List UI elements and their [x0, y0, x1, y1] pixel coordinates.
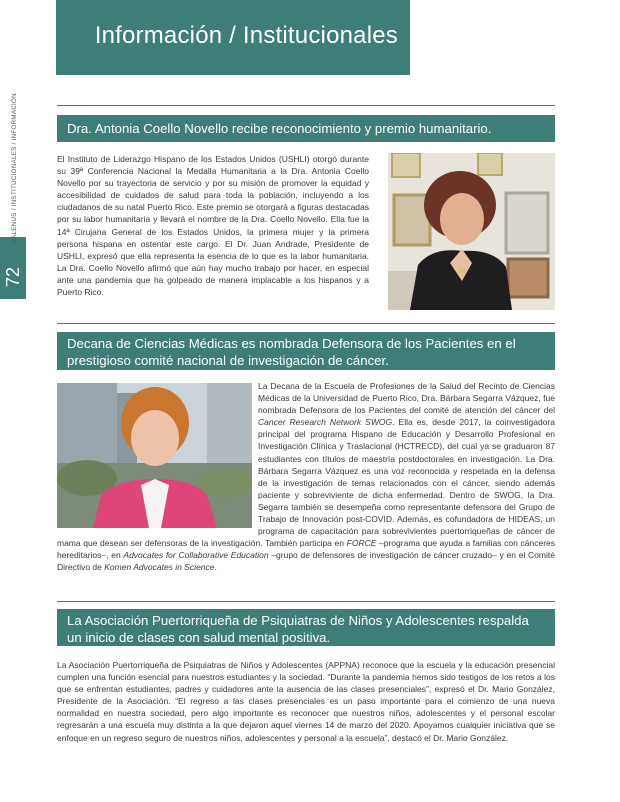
page-title: Información / Institucionales — [94, 22, 398, 49]
article-2-text-2: . Ella es, desde 2017, la coinvestigadora principal del programa Hispano de Educación y Desarrollo Profesional en Investigación Clínica y Traslacional (HCTRECD), del cual ya se graduaron 87 estudiantes con títulos de maestría postdoctorales en investigación. La Dra. Bárbara Segarra Vázquez es una voz reconocida y respetada en la defensa de la investigación de temas relacionados con el cáncer, siendo además paciente y sobreviviente de dicha enfermedad. Dentro de SWOG, la Dra. Segarra también se desempeña como representante defensora del Grupo de Trabajo de Innovación post-COVID. — [258, 417, 555, 525]
article-2-italic-4: Komen Advocates in Science — [104, 562, 215, 573]
article-3-heading: La Asociación Puertorriqueña de Psiquiatras de Niños y Adolescentes respalda un inicio de clases con salud mental positiva. — [57, 609, 555, 646]
section-divider — [57, 601, 555, 602]
article-2-text-4: –programa que ayuda a familias con cánceres hereditarios–, en — [57, 538, 555, 561]
article-2-heading: Decana de Ciencias Médicas es nombrada Defensora de los Pacientes en el prestigioso comité nacional de investigación de cáncer. — [57, 332, 555, 370]
section-divider — [57, 323, 555, 324]
page-number-tab — [0, 237, 26, 299]
photo-wrap-spacer — [57, 380, 258, 530]
article-2-text-3: Además, es cofundadora de HIDEAS, un programa de capacitación para sobrevivientes puertorriqueñas de cáncer de mama que desean ser defensoras de la investigación. También participa en — [57, 514, 555, 549]
header-bar — [56, 0, 410, 75]
novello-photo — [388, 153, 555, 310]
article-2-italic-1: Cancer Research Network SWOG — [258, 417, 393, 428]
article-1-body: El Instituto de Liderazgo Hispano de los Estados Unidos (USHLI) otorgó durante su 39ª Conferencia Nacional la Medalla Humanitaria a la Dra. Antonia Coello Novello por su trayectoria de servicio y por su misión de promover la equidad y accesibilidad de cuidados de salud para toda la población, incluyendo a los ciudadanos de su natal Puerto Rico. Este premio se otorgará a figuras destacadas por su labor humanitaria y llevará el nombre de la Dra. Coello Novello. Ella fue la 14ª Cirujana General de los Estados Unidos, la primera mujer y la primera persona hispana en ostentar este cargo. El Dr. Juan Andrade, Presidente de USHLI, expresó que ella representa la esencia de lo que es la labor humanitaria. La Dra. Coello Novello afirmó que aún hay mucho trabajo por hacer, en especial ante una pandemia que ha golpeado de manera implacable a los hispanos y a Puerto Rico. — [57, 154, 369, 298]
article-2-text-6: . — [214, 562, 217, 573]
article-3-body: La Asociación Puertorriqueña de Psiquiatras de Niños y Adolescentes (APPNA) reconoce que la escuela y la educación presencial cumplen una función esencial para nuestros estudiantes y la sociedad. “Durante la pandemia hemos sido testigos de los retos a los que se enfrentan estudiantes, padres y cuidadores ante la ausencia de las clases presenciales”, expresó el Dr. Mario González, Presidente de la Asociación. “El regreso a las clases presenciales es un paso importante para el comienzo de una nueva normalidad en nuestra sociedad, pero algo importante es reconocer que nuestros niños, adolescentes y el personal escolar regresarán a una escuela muy distinta a la que dejaron aquel viernes 14 de marzo del 2020. Apoyamos cualquier iniciativa que se enfoque en un regreso seguro de nuestros niños, adolescentes y personal a la escuela”, destacó el Dr. Mario González. — [57, 660, 555, 743]
section-divider — [57, 105, 555, 106]
page-number: 72 — [3, 266, 23, 287]
article-1-heading: Dra. Antonia Coello Novello recibe reconocimiento y premio humanitario. — [57, 115, 555, 142]
article-2-body-right — [57, 380, 555, 574]
section-label: GALENUS / INSTITUCIONALES / INFORMACIÓN — [11, 93, 18, 244]
article-2-text-1: La Decana de la Escuela de Profesiones de la Salud del Recinto de Ciencias Médicas de la Universidad de Puerto Rico, Dra. Bárbara Segarra Vázquez, fue nombrada Defensora de los Pacientes del comité de atención del cáncer del — [258, 381, 555, 416]
article-2-italic-2: FORCE — [346, 538, 377, 549]
article-2-text-5: –grupo de defensores de investigación de cáncer cruzado– y en el Comité Directivo de — [57, 550, 555, 573]
article-2-italic-3: Advocates for Collaborative Education — [123, 550, 269, 561]
